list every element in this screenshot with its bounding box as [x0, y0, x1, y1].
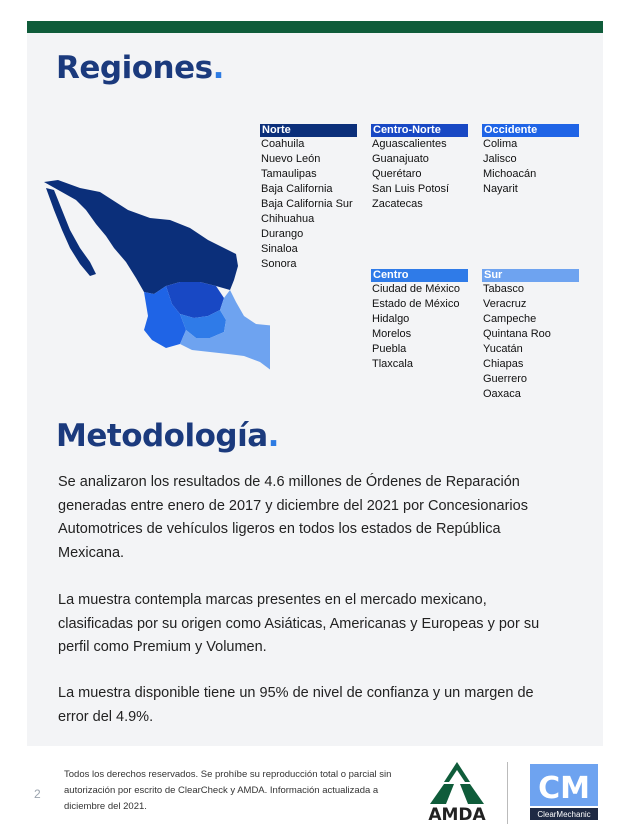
metodologia-paragraph-2: La muestra contempla marcas presentes en el mercado mexicano, clasificadas por su origen como Asiáticas, Americanas y Europeas y por su perfil como Premium y Volumen. [58, 592, 540, 655]
logo-divider [507, 762, 508, 824]
region-item: Nayarit [483, 183, 518, 195]
amda-logo-text: AMDA [428, 805, 486, 825]
region-item: Baja California Sur [261, 198, 353, 210]
region-item: Tlaxcala [372, 358, 413, 370]
mexico-map [40, 170, 270, 390]
region-centro [371, 269, 468, 372]
region-header: Norte [260, 124, 357, 137]
region-item: Guerrero [483, 373, 528, 385]
region-item: Oaxaca [483, 388, 521, 400]
clearmechanic-logo [528, 762, 600, 822]
region-header: Sur [482, 269, 579, 282]
region-item: Estado de México [372, 298, 460, 310]
region-occidente [482, 124, 579, 197]
region-sur [482, 269, 579, 402]
region-header: Centro-Norte [371, 124, 468, 137]
region-item: Sonora [261, 258, 297, 270]
metodologia-paragraph-3: La muestra disponible tiene un 95% de nivel de confianza y un margen de error del 4.9%. [58, 685, 534, 725]
region-item: Quintana Roo [483, 328, 551, 340]
region-item: Chiapas [483, 358, 524, 370]
cm-logo-subtext: ClearMechanic [537, 810, 591, 819]
region-item: Durango [261, 228, 304, 240]
region-item: Tamaulipas [261, 168, 317, 180]
region-item: Ciudad de México [372, 283, 461, 295]
region-item: Puebla [372, 343, 407, 355]
top-bar [27, 21, 603, 33]
amda-logo [418, 760, 496, 828]
region-item: Veracruz [483, 298, 527, 310]
region-item: Zacatecas [372, 198, 423, 210]
region-item: Aguascalientes [372, 138, 447, 150]
region-item: Nuevo León [261, 153, 321, 165]
region-item: Querétaro [372, 168, 422, 180]
metodologia-title: Metodología. [56, 418, 279, 454]
region-item: Michoacán [483, 168, 537, 180]
cm-logo-text: CM [538, 771, 590, 806]
region-item: Guanajuato [372, 153, 429, 165]
region-header: Occidente [482, 124, 579, 137]
region-norte [260, 124, 357, 272]
page-number: 2 [34, 787, 41, 801]
region-centro-norte [371, 124, 468, 212]
region-item: Sinaloa [261, 243, 298, 255]
regiones-title: Regiones. [56, 50, 224, 86]
region-item: Jalisco [483, 153, 517, 165]
footer-disclaimer: Todos los derechos reservados. Se prohíbe su reproducción total o parcial sin autorización por escrito de ClearCheck y AMDA. Información actualizada a diciembre del 2021. [64, 769, 392, 812]
region-item: Baja California [261, 183, 333, 195]
region-item: Campeche [483, 313, 537, 325]
region-item: Coahuila [261, 138, 305, 150]
region-item: Colima [483, 138, 518, 150]
region-item: San Luis Potosí [372, 183, 450, 195]
metodologia-paragraph-1: Se analizaron los resultados de 4.6 millones de Órdenes de Reparación generadas entre enero de 2017 y diciembre del 2021 por Concesionarios Automotrices de vehículos ligeros en todos los estados de República Mexicana. [58, 474, 528, 561]
region-item: Tabasco [483, 283, 524, 295]
region-item: Chihuahua [261, 213, 315, 225]
region-item: Hidalgo [372, 313, 410, 325]
region-item: Morelos [372, 328, 412, 340]
region-item: Yucatán [483, 343, 523, 355]
region-header: Centro [371, 269, 468, 282]
